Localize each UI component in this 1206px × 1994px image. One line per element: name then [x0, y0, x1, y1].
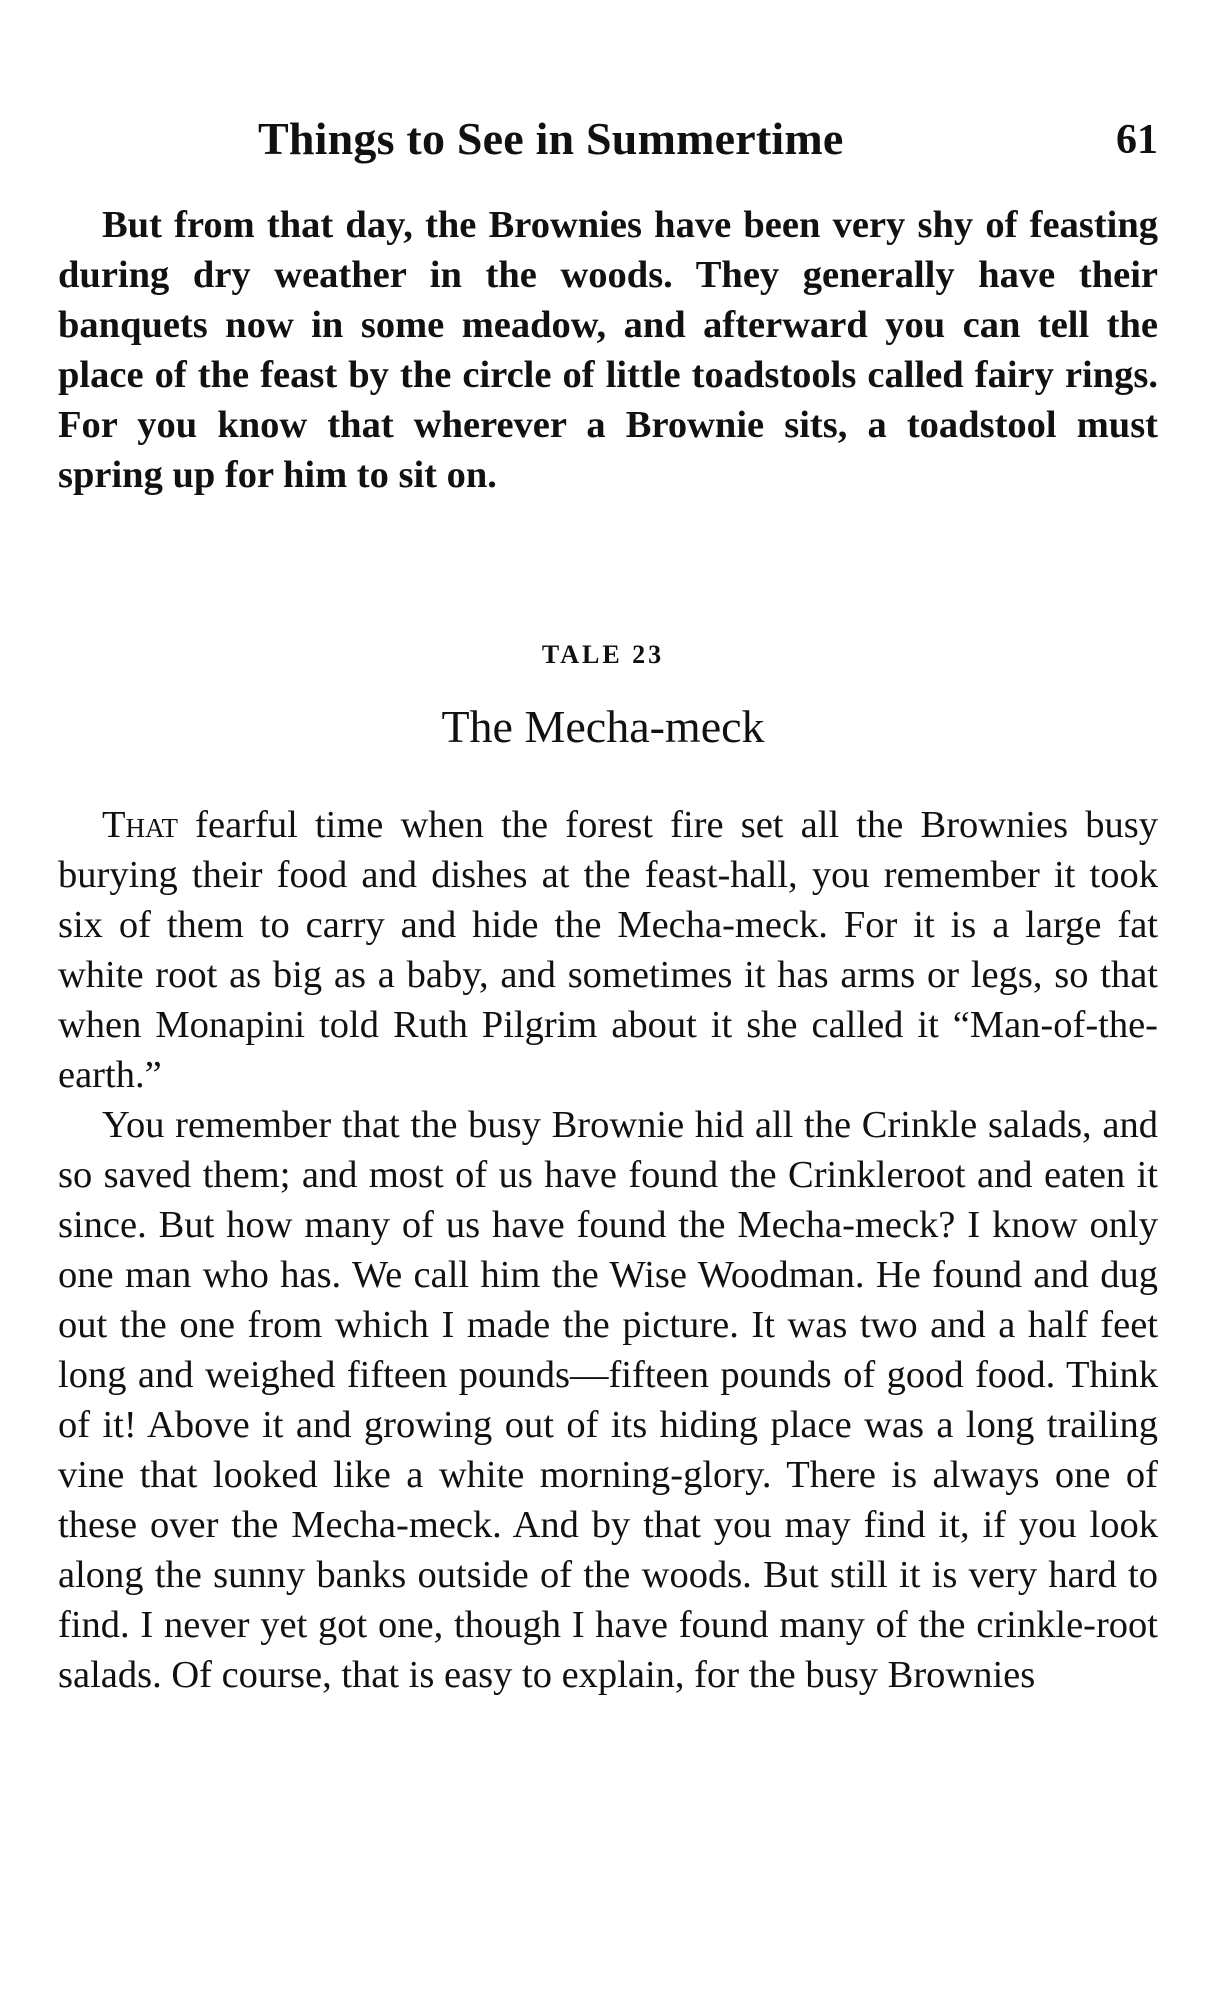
page-header	[58, 112, 1158, 172]
running-title: Things to See in Summertime	[258, 113, 844, 164]
intro-block	[58, 200, 1158, 500]
opening-word: That	[102, 804, 179, 846]
page-number: 61	[1116, 117, 1158, 163]
intro-paragraph: But from that day, the Brownies have been very shy of feasting during dry weather in the woods. They generally have their banquets now in some meadow, and afterward you can tell the place of the feast by the circle of little toadstools called fairy rings. For you know that wherever a Brownie sits, a toadstool must spring up for him to sit on.	[58, 204, 1158, 496]
tale-title: The Mecha-meck	[441, 701, 765, 752]
story-block	[58, 800, 1158, 1700]
tale-label: TALE 23	[541, 640, 665, 669]
story-paragraph-2: You remember that the busy Brownie hid all the Crinkle salads, and so saved them; and most of us have found the Crinkleroot and eaten it since. But how many of us have found the Mecha-meck? I know only one man who has. We call him the Wise Woodman. He found and dug out the one from which I made the picture. It was two and a half feet long and weighed fifteen pounds—fifteen pounds of good food. Think of it! Above it and growing out of its hiding place was a long trailing vine that looked like a white morning-glory. There is always one of these over the Mecha-meck. And by that you may find it, if you look along the sunny banks outside of the woods. But still it is very hard to find. I never yet got one, though I have found many of the crinkle-root salads. Of course, that is easy to explain, for the busy Brownies	[58, 1104, 1158, 1696]
story-paragraph-1-text: fearful time when the forest fire set all the Brownies busy burying their food and dishes at the feast-hall, you remember it took six of them to carry and hide the Mecha-meck. For it is a large fat white root as big as a baby, and sometimes it has arms or legs, so that when Monapini told Ruth Pilgrim about it she called it “Man-of-the-earth.”	[58, 804, 1158, 1096]
story-paragraph-1	[58, 800, 1158, 1100]
